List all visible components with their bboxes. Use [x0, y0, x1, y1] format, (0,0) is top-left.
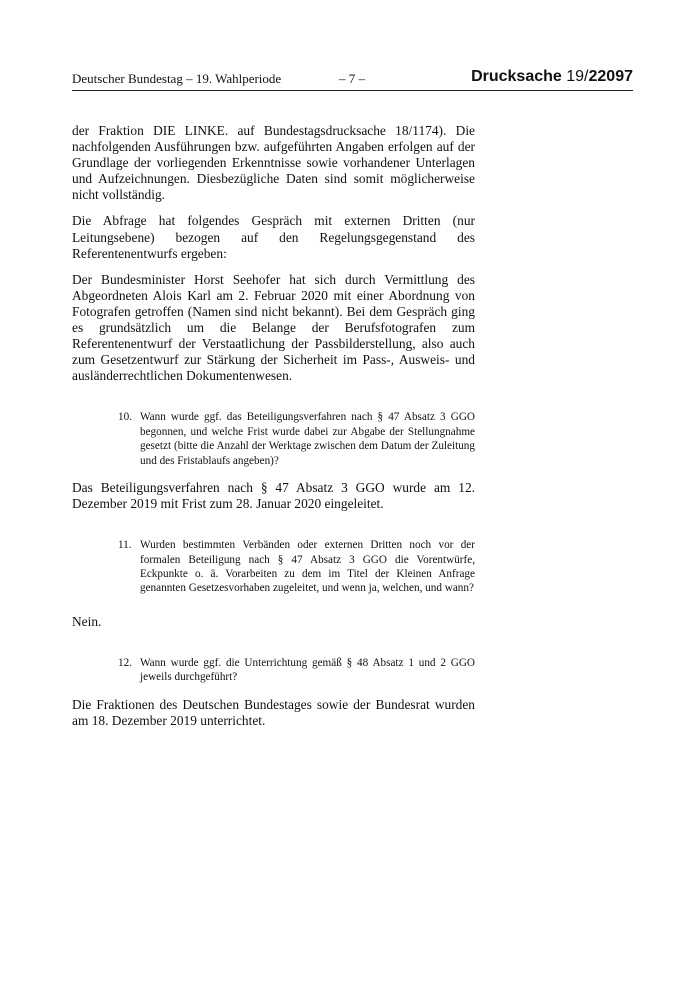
page-header: [72, 68, 633, 91]
document-body: [72, 123, 475, 739]
question-number: 12.: [118, 656, 132, 669]
body-paragraph-2: Die Abfrage hat folgendes Gespräch mit externen Dritten (nur Leitungsebene) bezogen auf den Regelungsgegenstand des Referentenentwurfs ergeben:: [72, 213, 475, 261]
document-id: 22097: [588, 68, 633, 85]
question-text: Wann wurde ggf. die Unterrichtung gemäß § 48 Absatz 1 und 2 GGO jeweils durchgeführt?: [140, 656, 475, 684]
body-paragraph-1: der Fraktion DIE LINKE. auf Bundestagsdrucksache 18/1174). Die nachfolgenden Ausführungen bzw. aufgeführten Angaben erfolgen auf der Grundlage der vorliegenden Erkenntnisse sowie vorhandener Unterlagen und Aufzeichnungen. Diesbezügliche Daten sind somit möglicherweise nicht vollständig.: [72, 123, 475, 203]
body-paragraph-3: Der Bundesminister Horst Seehofer hat sich durch Vermittlung des Abgeordneten Alois Karl am 2. Februar 2020 mit einer Abordnung von Fotografen getroffen (Namen sind nicht bekannt). Bei dem Gespräch ging es grundsätzlich um die Belange der Berufsfotografen zum Referentenentwurf der Verstaatlichung der Passbilderstellung, also auch zum Gesetzentwurf zur Stärkung der Sicherheit im Pass-, Ausweis- und ausländerrechtlichen Dokumentenwesen.: [72, 271, 475, 384]
document-number: [471, 68, 633, 86]
question-text: Wann wurde ggf. das Beteiligungsverfahren nach § 47 Absatz 3 GGO begonnen, und welche Frist wurde dabei zur Abgabe der Stellungnahme gesetzt (bitte die Anzahl der Werktage zwischen dem Datum der Zuleitung und des Fristablaufs angeben)?: [140, 411, 475, 467]
document-prefix: 19/: [566, 68, 589, 85]
question-text: Wurden bestimmten Verbänden oder externen Dritten noch vor der formalen Beteiligung nach § 47 Absatz 3 GGO die Vorentwürfe, Eckpunkte o. ä. Vorarbeiten zu dem im Titel der Kleinen Anfrage genannten Gesetzesvorhaben zugeleitet, und wenn ja, welchen, und wann?: [140, 539, 475, 595]
question-10: [72, 410, 475, 468]
answer-12: Die Fraktionen des Deutschen Bundestages sowie der Bundesrat wurden am 18. Dezember 2019 unterrichtet.: [72, 696, 475, 728]
document-label: Drucksache: [471, 68, 562, 85]
header-publication: Deutscher Bundestag – 19. Wahlperiode: [72, 71, 282, 86]
question-11: [72, 538, 475, 596]
question-number: 10.: [118, 411, 132, 424]
question-12: [72, 656, 475, 685]
page-number: – 7 –: [339, 71, 365, 86]
answer-10: Das Beteiligungsverfahren nach § 47 Absatz 3 GGO wurde am 12. Dezember 2019 mit Frist zum 28. Januar 2020 eingeleitet.: [72, 480, 475, 512]
question-number: 11.: [118, 539, 132, 552]
answer-11: Nein.: [72, 613, 102, 629]
